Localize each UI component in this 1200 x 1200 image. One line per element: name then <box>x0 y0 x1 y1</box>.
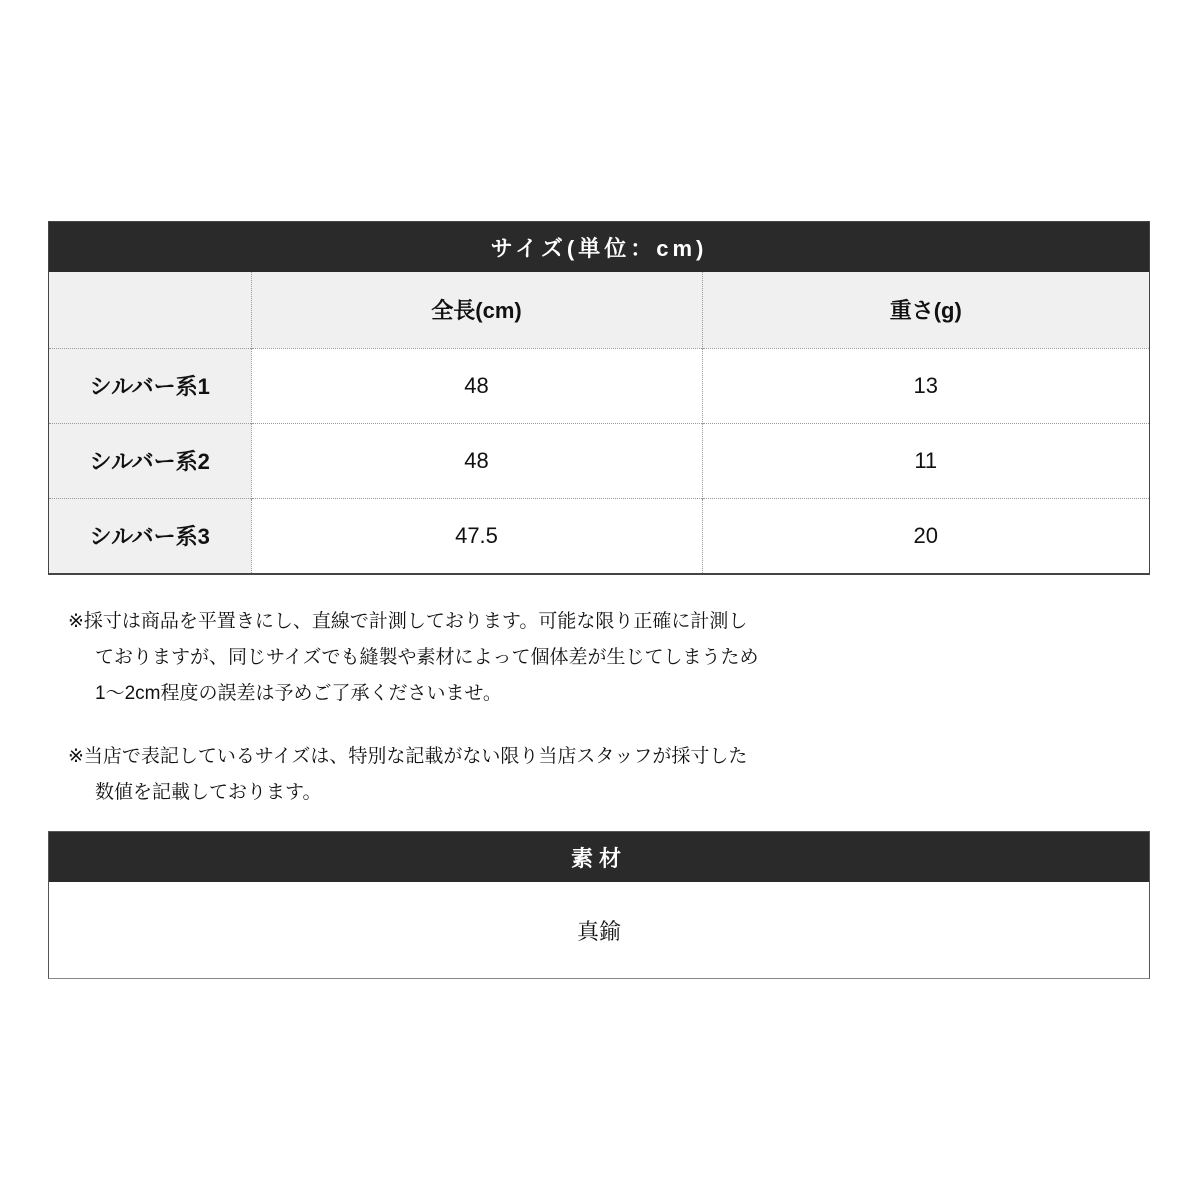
cell-length: 48 <box>251 348 702 423</box>
cell-length: 48 <box>251 423 702 498</box>
note-line: 1〜2cm程度の誤差は予めご了承くださいませ。 <box>95 683 502 704</box>
row-label: シルバー系3 <box>49 498 251 573</box>
table-row-silver2 <box>49 423 1149 498</box>
table-row-silver1 <box>49 348 1149 423</box>
material-table <box>48 831 1150 979</box>
row-label: シルバー系1 <box>49 348 251 423</box>
size-table-title: サイズ(単位：cm) <box>49 222 1149 272</box>
note-line: 数値を記載しております。 <box>95 782 322 803</box>
size-spec-table <box>49 272 1149 573</box>
size-table <box>48 221 1150 575</box>
row-label: シルバー系2 <box>49 423 251 498</box>
cell-weight: 11 <box>702 423 1149 498</box>
table-row-silver3 <box>49 498 1149 573</box>
note-line: ※採寸は商品を平置きにし、直線で計測しております。可能な限り正確に計測し <box>68 611 748 632</box>
material-value: 真鍮 <box>49 882 1149 978</box>
size-table-header-row <box>49 272 1149 348</box>
measurement-note <box>68 604 758 712</box>
note-line: ておりますが、同じサイズでも縫製や素材によって個体差が生じてしまうため <box>95 647 759 668</box>
staff-measurement-note <box>68 739 747 811</box>
cell-weight: 20 <box>702 498 1149 573</box>
cell-length: 47.5 <box>251 498 702 573</box>
note-line: ※当店で表記しているサイズは、特別な記載がない限り当店スタッフが採寸した <box>68 746 748 767</box>
col-header-length: 全長(cm) <box>251 272 702 348</box>
corner-cell <box>49 272 251 348</box>
cell-weight: 13 <box>702 348 1149 423</box>
material-table-title: 素材 <box>49 832 1149 882</box>
col-header-weight: 重さ(g) <box>702 272 1149 348</box>
